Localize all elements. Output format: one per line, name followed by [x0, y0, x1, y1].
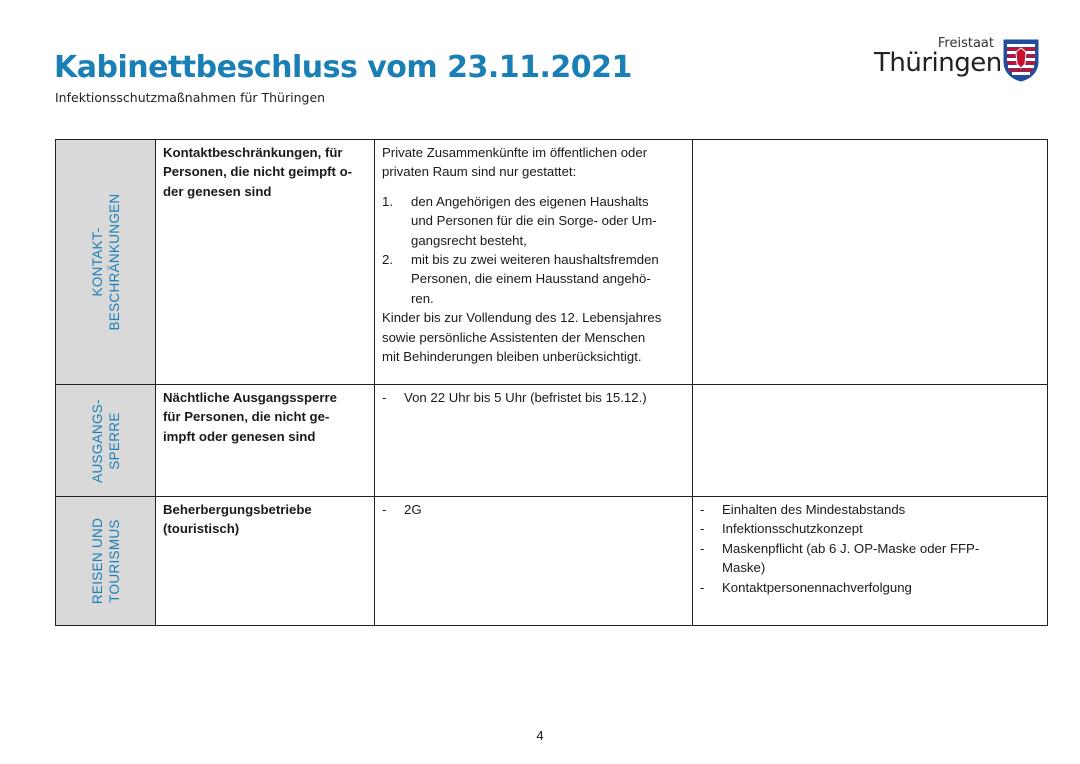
list-item: - Maskenpflicht (ab 6 J. OP-Maske oder FFP- Maske)	[700, 540, 980, 576]
table-row	[56, 140, 1048, 385]
rule-cell	[375, 497, 693, 626]
topic-cell	[156, 140, 375, 385]
list-item: - 2G	[382, 502, 422, 517]
page-title: Kabinettbeschluss vom 23.11.2021	[54, 50, 632, 85]
measures-table	[55, 139, 1048, 626]
notes-cell	[693, 385, 1048, 497]
rule-cell	[375, 140, 693, 385]
category-label: KONTAKT- BESCHRÄNKUNGEN	[89, 193, 122, 331]
page-subtitle: Infektionsschutzmaßnahmen für Thüringen	[55, 90, 326, 105]
list-item: 1. den Angehörigen des eigenen Haushalts und Personen für die ein Sorge- oder Um- gangsrecht besteht,	[382, 193, 657, 248]
list-item: - Infektionsschutzkonzept	[700, 521, 863, 537]
category-label: REISEN UND TOURISMUS	[89, 517, 122, 605]
list-item: 2. mit bis zu zwei weiteren haushaltsfremden Personen, die einem Hausstand angehö- ren.	[382, 252, 659, 306]
category-label: AUSGANGS- SPERRE	[89, 398, 122, 483]
page-number: 4	[536, 728, 544, 743]
thueringen-logo	[874, 36, 1044, 86]
rule-outro: Kinder bis zur Vollendung des 12. Lebensjahres sowie persönliche Assistenten der Menschen mit Behinderungen bleiben unberücksichtigt.	[382, 310, 662, 365]
topic-cell	[156, 385, 375, 497]
category-cell	[56, 385, 156, 497]
rule-intro: Private Zusammenkünfte im öffentlichen oder privaten Raum sind nur gestattet:	[382, 145, 648, 180]
notes-cell	[693, 497, 1048, 626]
category-cell	[56, 497, 156, 626]
logo-thueringen-text: Thüringen	[874, 48, 1002, 78]
list-item: - Kontaktpersonennachverfolgung	[700, 579, 912, 595]
list-item: - Einhalten des Mindestabstands	[700, 502, 906, 517]
topic-cell	[156, 497, 375, 626]
rule-list	[382, 192, 685, 308]
rule-cell	[375, 385, 693, 497]
topic-label: Beherbergungsbetriebe (touristisch)	[163, 502, 312, 537]
notes-cell	[693, 140, 1048, 385]
list-item: - Von 22 Uhr bis 5 Uhr (befristet bis 15.12.)	[382, 390, 647, 405]
topic-label: Kontaktbeschränkungen, für Personen, die nicht geimpft o- der genesen sind	[163, 145, 353, 199]
topic-label: Nächtliche Ausgangssperre für Personen, die nicht ge- impft oder genesen sind	[163, 390, 337, 444]
table-row	[56, 385, 1048, 497]
coat-of-arms-icon	[1002, 38, 1040, 82]
category-cell	[56, 140, 156, 385]
table-row	[56, 497, 1048, 626]
logo-freistaat-text: Freistaat	[937, 36, 994, 51]
